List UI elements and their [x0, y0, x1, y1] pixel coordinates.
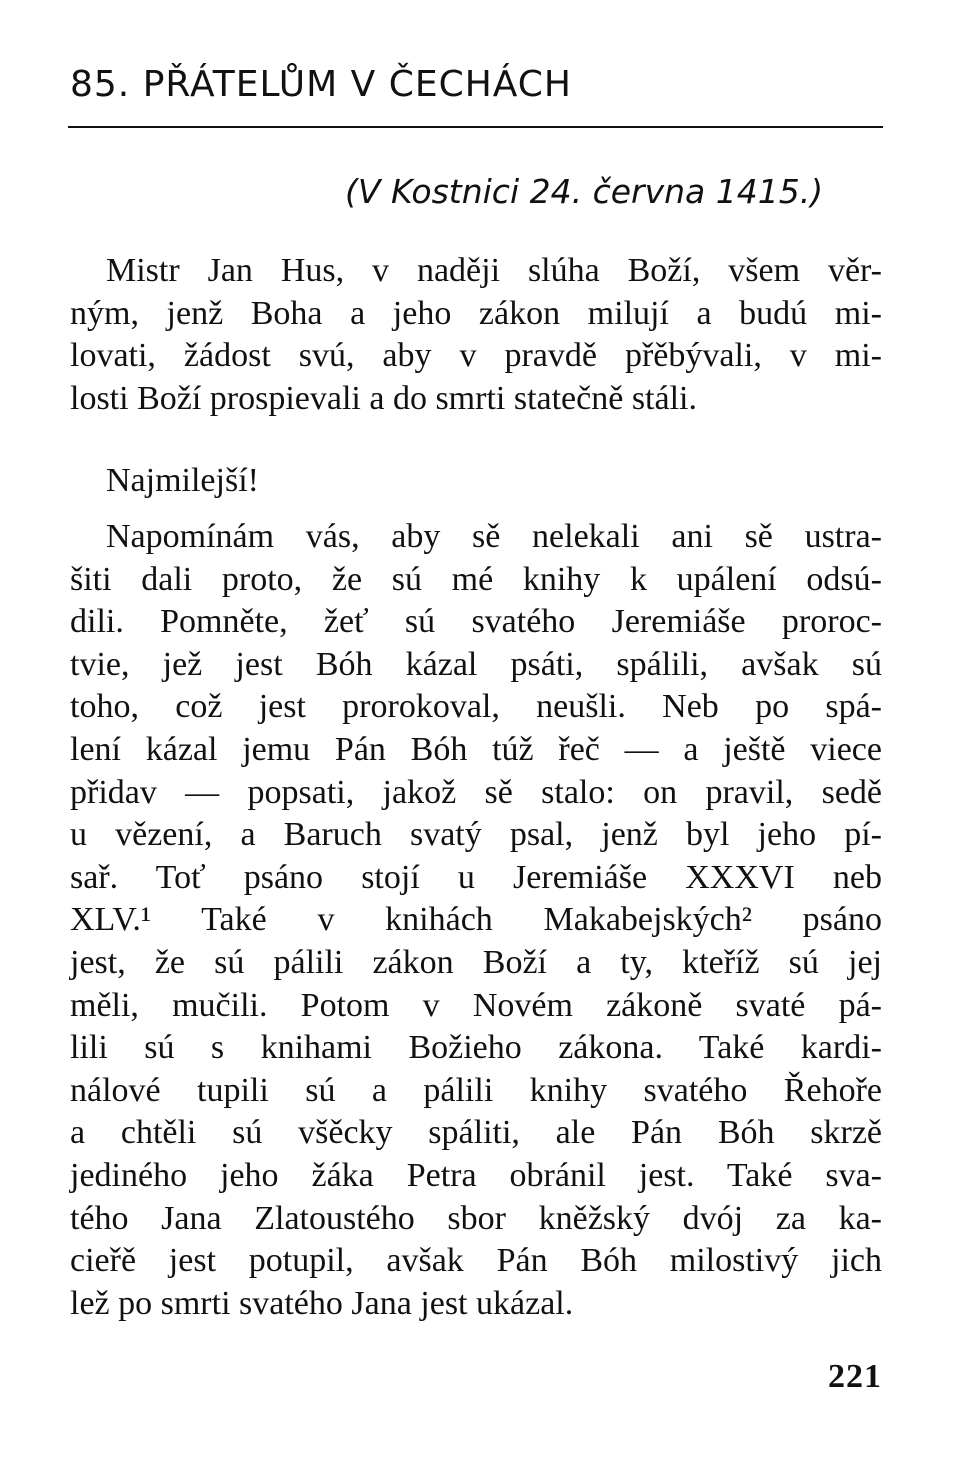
body-line: cieřě jest potupil, avšak Pán Bóh milostivý jich: [70, 1242, 882, 1280]
body-line: jest, že sú pálili zákon Boží a ty, kteříž sú jej: [70, 943, 882, 981]
body-line: a chtěli sú všěcky spáliti, ale Pán Bóh skrzě: [70, 1114, 882, 1152]
page-number: 221: [828, 1358, 882, 1395]
dateline: (V Kostnici 24. června 1415.): [345, 172, 824, 211]
salutation-line: lovati, žádost svú, aby v pravdě přěbývali, v mi-: [70, 337, 882, 375]
chapter-title: 85. PŘÁTELŮM V ČECHÁCH: [70, 64, 573, 105]
body-line: toho, což jest prorokoval, neušli. Neb po spá-: [70, 688, 882, 726]
body-line: měli, mučili. Potom v Novém zákoně svaté pá-: [70, 986, 882, 1024]
body-line: lení kázal jemu Pán Bóh túž řeč — a ještě viece: [70, 730, 882, 768]
salutation-line: ným, jenž Boha a jeho zákon milují a budú mi-: [70, 294, 882, 332]
body-line: u vězení, a Baruch svatý psal, jenž byl jeho pí-: [70, 816, 882, 854]
body-line: XLV.¹ Také v knihách Makabejských² psáno: [70, 901, 882, 939]
body-line: přidav — popsati, jakož sě stalo: on pravil, sedě: [70, 773, 882, 811]
header-rule: [68, 126, 883, 128]
salutation-line: losti Boží prospievali a do smrti statečně stáli.: [70, 379, 697, 417]
body-line: šiti dali proto, že sú mé knihy k upálení odsú-: [70, 560, 882, 598]
salutation-line: Mistr Jan Hus, v naději slúha Boží, všem věr-: [106, 252, 882, 289]
body-line: sař. Toť psáno stojí u Jeremiáše XXXVI neb: [70, 858, 882, 896]
body-line: tého Jana Zlatoustého sbor kněžský dvój za ka-: [70, 1199, 882, 1237]
body-line: lež po smrti svatého Jana jest ukázal.: [70, 1284, 574, 1322]
body-line: dili. Pomněte, žeť sú svatého Jeremiáše proroc-: [70, 603, 882, 641]
body-line: lili sú s knihami Božieho zákona. Také kardi-: [70, 1029, 882, 1067]
salutation-paragraph: [70, 250, 882, 420]
body-paragraph: [70, 516, 882, 1325]
body-line: Napomínám vás, aby sě nelekali ani sě ustra-: [106, 518, 882, 555]
body-line: nálové tupili sú a pálili knihy svatého Řehoře: [70, 1071, 882, 1109]
greeting: Najmilejší!: [106, 462, 259, 499]
body-line: jediného jeho žáka Petra obránil jest. Také sva-: [70, 1156, 882, 1194]
body-line: tvie, jež jest Bóh kázal psáti, spálili, avšak sú: [70, 645, 882, 683]
